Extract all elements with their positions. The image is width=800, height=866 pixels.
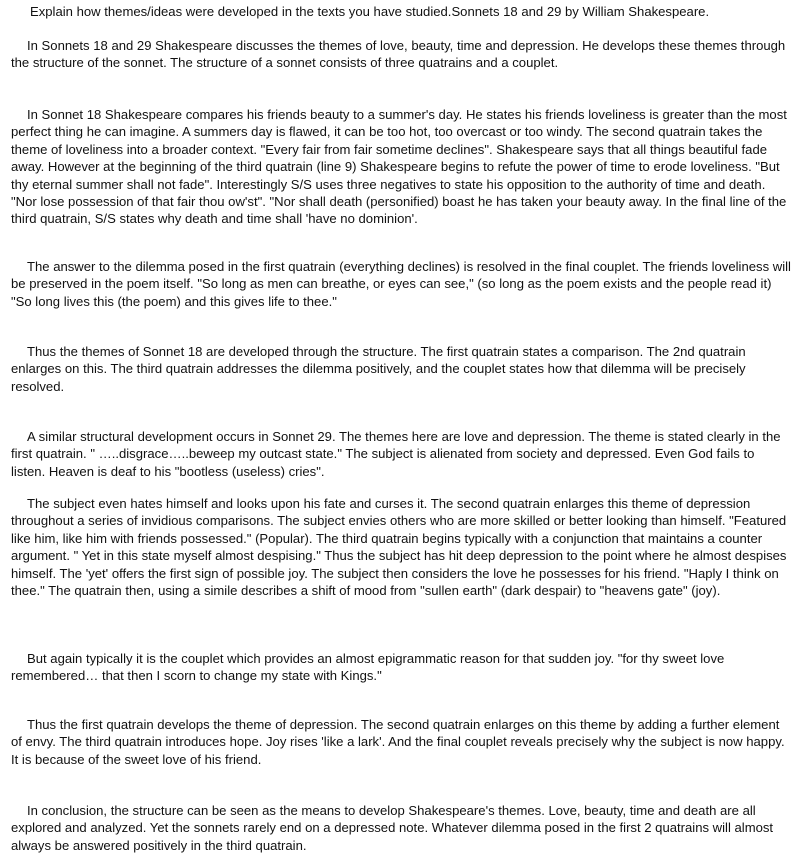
paragraph-sonnet-29-couplet: But again typically it is the couplet which provides an almost epigrammatic reason for that sudden joy. "for thy sweet love remembered… that then I scorn to change my state with Kings." xyxy=(11,651,725,684)
paragraph-sonnet-29-summary: Thus the first quatrain develops the theme of depression. The second quatrain enlarges on this theme by adding a further element of envy. The third quatrain introduces hope. Joy rises 'like a lark'. And the final couplet reveals precisely why the subject is now happy. It is because of the sweet love of his friend. xyxy=(11,717,785,767)
paragraph-sonnet-29-development: The subject even hates himself and looks upon his fate and curses it. The second quatrain enlarges this theme of depression throughout a series of invidious comparisons. The subject envies others who are more skilled or better looking than himself. "Featured like him, like him with friends possessed." (Popular). The third quatrain begins typically with a conjunction that maintains a counter argument. " Yet in this state myself almost despising." Thus the subject has hit deep depression to the point where he almost despises himself. The 'yet' offers the first sign of possible joy. The subject then considers the love he possesses for his friend. "Haply I think on thee." The quatrain then, using a simile describes a shift of mood from "sullen earth" (dark despair) to "heavens gate" (joy). xyxy=(11,496,787,599)
paragraph-sonnet-18-comparison: In Sonnet 18 Shakespeare compares his friends beauty to a summer's day. He states his friends loveliness is greater than the most perfect thing he can imagine. A summers day is flawed, it can be too hot, too overcast or too windy. The second quatrain takes the theme of loveliness into a broader context. "Every fair from fair sometime declines". Shakespeare says that all things beautiful fade away. However at the beginning of the third quatrain (line 9) Shakespeare begins to refute the power of time to erode loveliness. "But thy eternal summer shall not fade". Interestingly S/S uses three negatives to state his opposition to the authority of time and death. "Nor lose possession of that fair thou ow'st". "Nor shall death (personified) boast he has taken your beauty away. In the final line of the third quatrain, S/S states why death and time shall 'have no dominion'. xyxy=(11,107,787,227)
paragraph-sonnet-18-couplet: The answer to the dilemma posed in the first quatrain (everything declines) is resolved in the final couplet. The friends loveliness will be preserved in the poem itself. "So long as men can breathe, or eyes can see," (so long as the poem exists and the people read it) "So long lives this (the poem) and this gives life to thee." xyxy=(11,259,791,309)
paragraph-sonnet-18-summary: Thus the themes of Sonnet 18 are developed through the structure. The first quatrain states a comparison. The 2nd quatrain enlarges on this. The third quatrain addresses the dilemma positively, and the couplet states how that dilemma will be precisely resolved. xyxy=(11,344,746,394)
paragraph-introduction: In Sonnets 18 and 29 Shakespeare discusses the themes of love, beauty, time and depression. He develops these themes through the structure of the sonnet. The structure of a sonnet consists of three quatrains and a couplet. xyxy=(11,38,786,71)
paragraph-sonnet-29-intro: A similar structural development occurs in Sonnet 29. The themes here are love and depression. The theme is stated clearly in the first quatrain. " …..disgrace…..beweep my outcast state." The subject is alienated from society and depressed. Even God fails to listen. Heaven is deaf to his "bootless (useless) cries". xyxy=(11,429,781,479)
essay-title: Explain how themes/ideas were developed in the texts you have studied.Sonnets 18 and 29 by William Shakespeare. xyxy=(30,4,710,19)
paragraph-conclusion: In conclusion, the structure can be seen as the means to develop Shakespeare's themes. Love, beauty, time and death are all explored and analyzed. Yet the sonnets rarely end on a depressed note. Whatever dilemma posed in the first 2 quatrains will almost always be answered positively in the third quatrain. xyxy=(11,803,774,853)
